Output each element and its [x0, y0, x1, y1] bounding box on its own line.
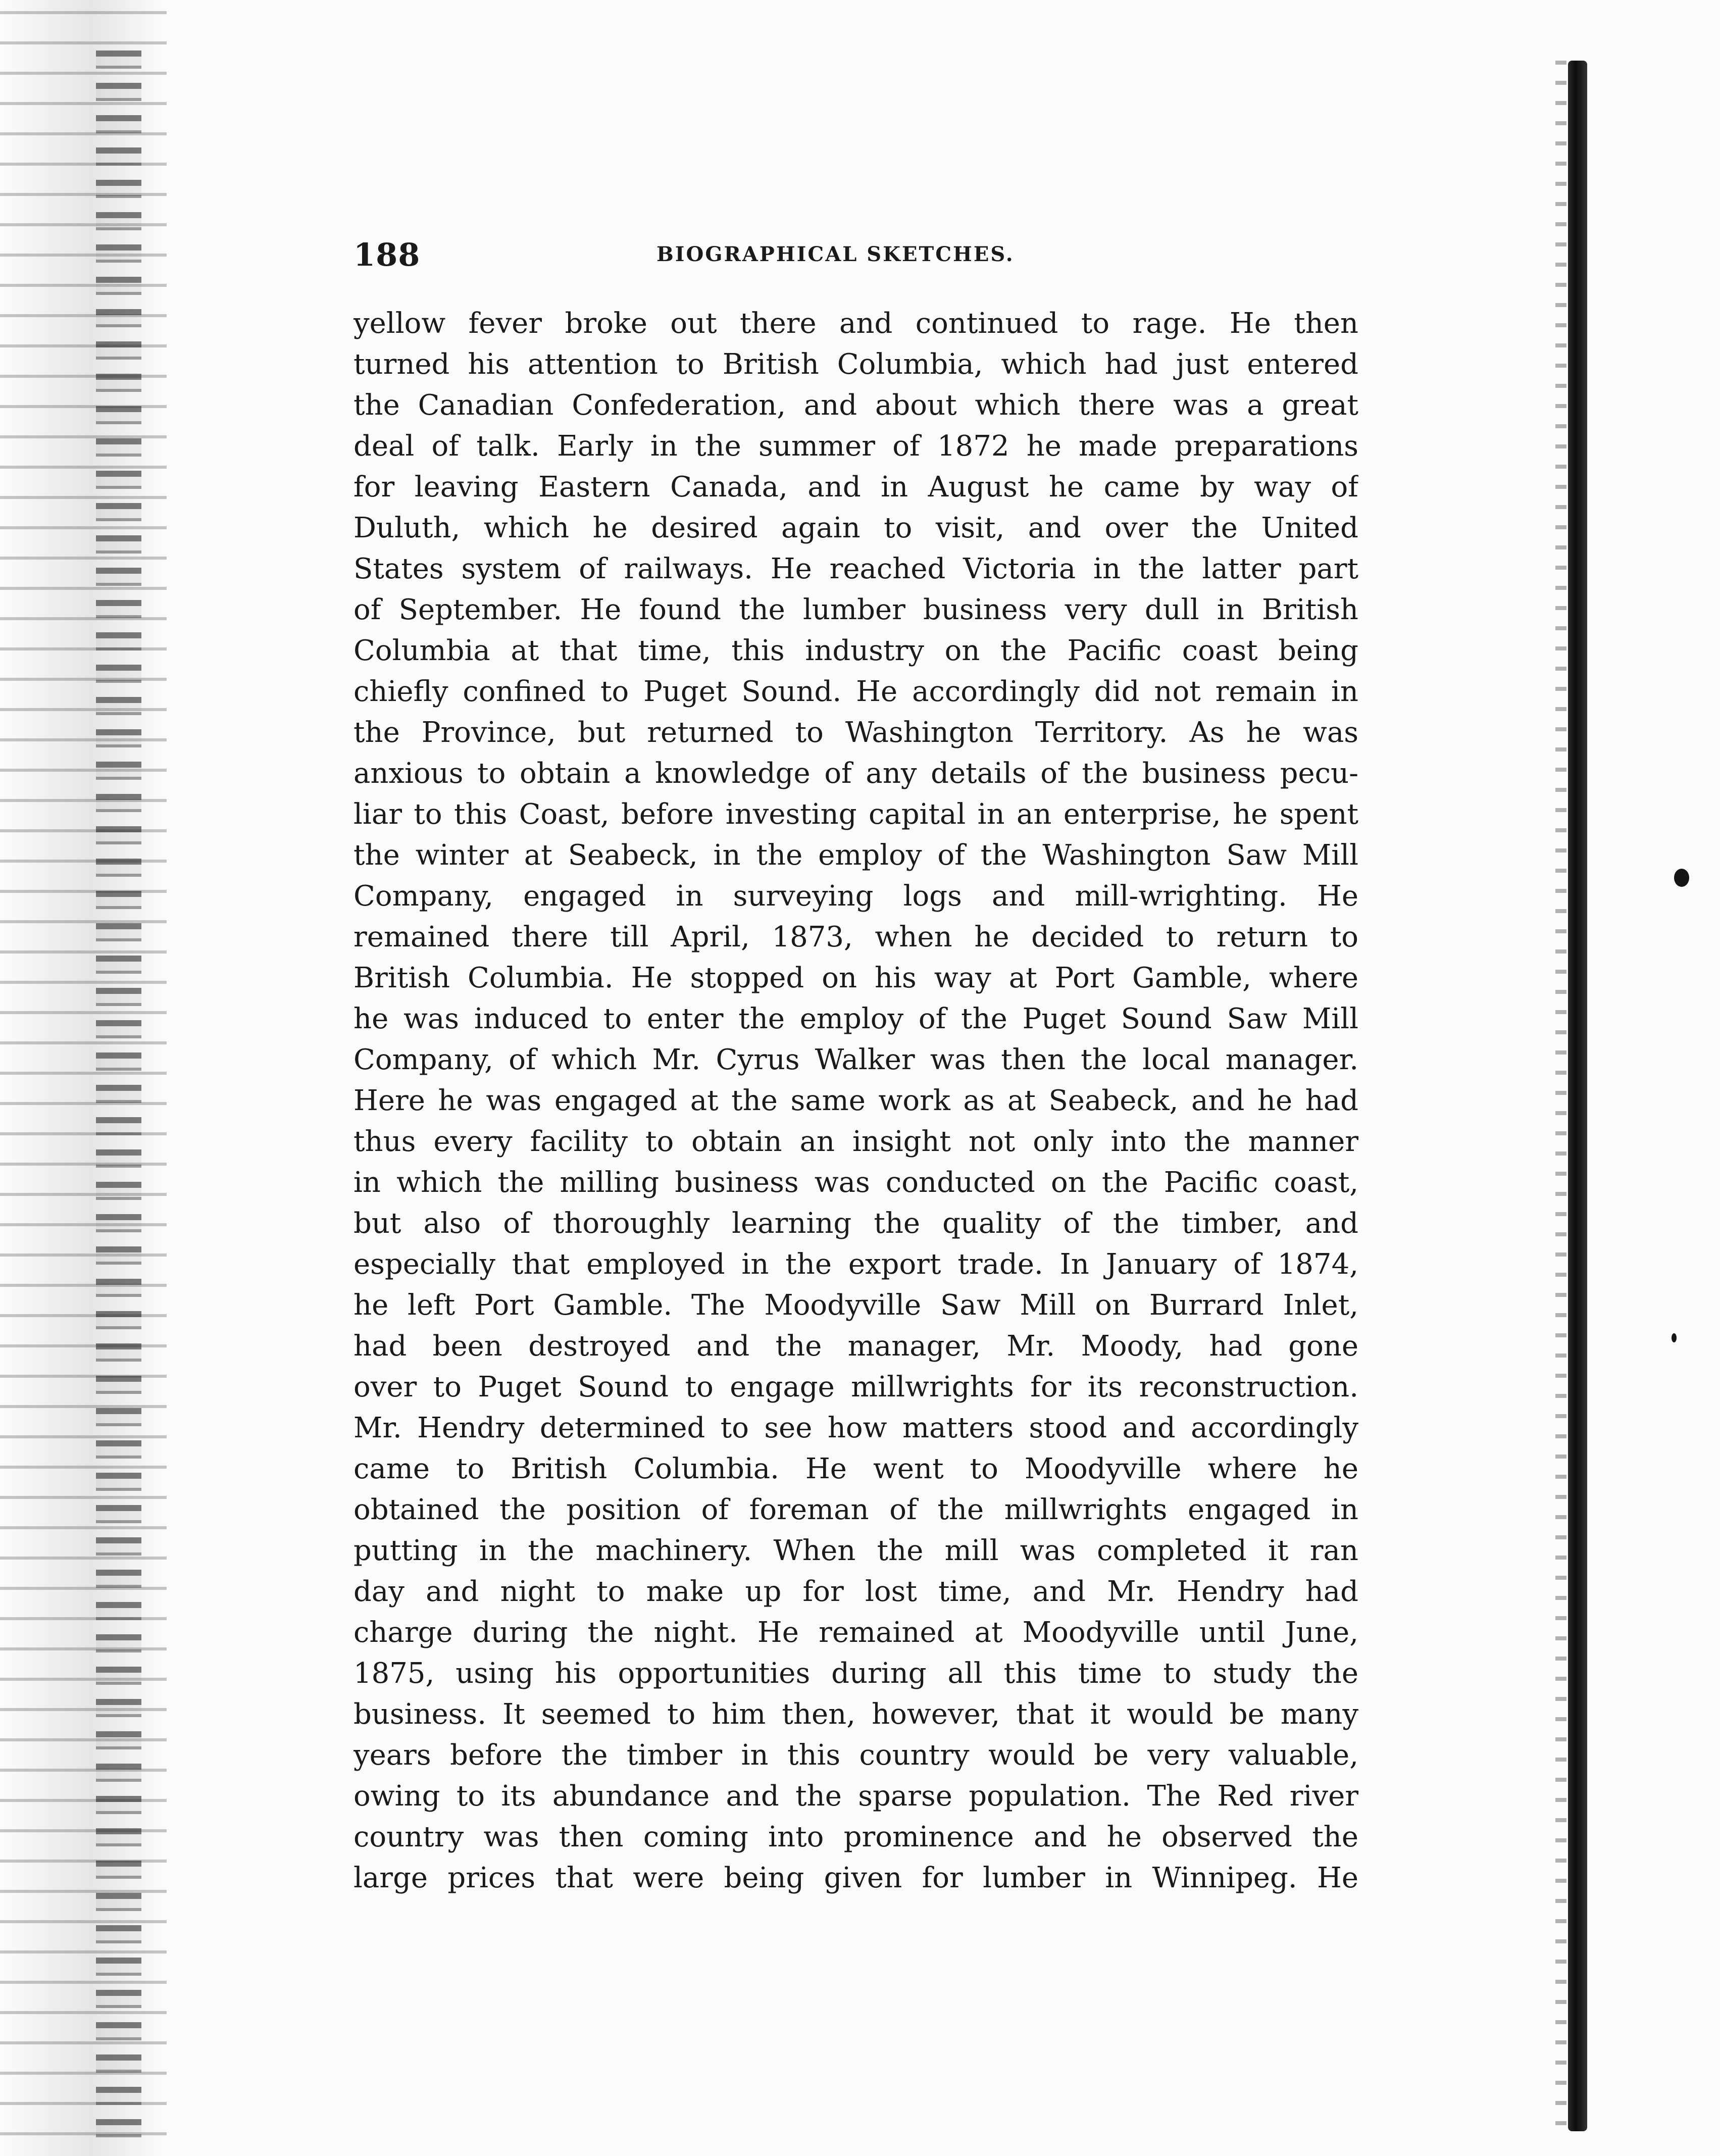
text-line: chiefly confined to Puget Sound. He accordingly did not remain in — [353, 675, 1358, 708]
text-line: in which the milling business was conducted on the Pacific coast, — [353, 1166, 1358, 1199]
ink-speck — [1672, 1333, 1677, 1342]
text-line: putting in the machinery. When the mill was completed it ran — [353, 1534, 1358, 1567]
text-line: liar to this Coast, before investing capital in an enterprise, he spent — [353, 798, 1358, 831]
scan-edge-bar — [1568, 61, 1587, 2131]
text-line: anxious to obtain a knowledge of any details of the business pecu- — [353, 757, 1358, 790]
ink-blot — [1674, 869, 1689, 887]
text-line: business. It seemed to him then, however, that it would be many — [353, 1698, 1358, 1731]
body-text — [353, 303, 1358, 1898]
text-line: day and night to make up for lost time, and Mr. Hendry had — [353, 1575, 1358, 1608]
text-line: owing to its abundance and the sparse population. The Red river — [353, 1780, 1358, 1813]
text-line: he left Port Gamble. The Moodyville Saw Mill on Burrard Inlet, — [353, 1289, 1358, 1322]
text-line: obtained the position of foreman of the millwrights engaged in — [353, 1493, 1358, 1526]
text-line: turned his attention to British Columbia, which had just entered — [353, 348, 1358, 381]
text-line: deal of talk. Early in the summer of 1872 he made preparations — [353, 430, 1358, 463]
text-line: for leaving Eastern Canada, and in August he came by way of — [353, 471, 1358, 504]
text-line: the Canadian Confederation, and about which there was a great — [353, 389, 1358, 422]
page-header — [353, 236, 1363, 282]
text-line: had been destroyed and the manager, Mr. Moody, had gone — [353, 1330, 1358, 1363]
scan-edge-shadow — [1555, 61, 1566, 2131]
text-line: States system of railways. He reached Victoria in the latter part — [353, 553, 1358, 585]
binding-edge-noise — [0, 0, 167, 2156]
text-line: remained there till April, 1873, when he decided to return to — [353, 921, 1358, 954]
running-head: BIOGRAPHICAL SKETCHES. — [656, 242, 1015, 266]
text-line: but also of thoroughly learning the quality of the timber, and — [353, 1207, 1358, 1240]
text-line: yellow fever broke out there and continued to rage. He then — [353, 307, 1358, 340]
text-line: Mr. Hendry determined to see how matters stood and accordingly — [353, 1412, 1358, 1444]
text-line: years before the timber in this country would be very valuable, — [353, 1739, 1358, 1772]
text-line: thus every facility to obtain an insight not only into the manner — [353, 1125, 1358, 1158]
text-line: Company, engaged in surveying logs and mill-wrighting. He — [353, 880, 1358, 913]
text-line: came to British Columbia. He went to Moodyville where he — [353, 1452, 1358, 1485]
text-line: the Province, but returned to Washington Territory. As he was — [353, 716, 1358, 749]
text-line: country was then coming into prominence and he observed the — [353, 1821, 1358, 1853]
text-line: large prices that were being given for lumber in Winnipeg. He — [353, 1862, 1358, 1894]
text-line: of September. He found the lumber business very dull in British — [353, 593, 1358, 626]
text-line: British Columbia. He stopped on his way at Port Gamble, where — [353, 962, 1358, 994]
text-line: 1875, using his opportunities during all this time to study the — [353, 1657, 1358, 1690]
text-line: Duluth, which he desired again to visit, and over the United — [353, 512, 1358, 544]
text-line: Here he was engaged at the same work as at Seabeck, and he had — [353, 1084, 1358, 1117]
text-line: especially that employed in the export trade. In January of 1874, — [353, 1248, 1358, 1281]
text-line: charge during the night. He remained at Moodyville until June, — [353, 1616, 1358, 1649]
text-line: he was induced to enter the employ of the Puget Sound Saw Mill — [353, 1002, 1358, 1035]
binding-edge-marks — [96, 51, 141, 2146]
text-line: over to Puget Sound to engage millwrights for its reconstruction. — [353, 1371, 1358, 1403]
text-line: the winter at Seabeck, in the employ of the Washington Saw Mill — [353, 839, 1358, 872]
page-number: 188 — [353, 236, 421, 273]
text-line: Columbia at that time, this industry on the Pacific coast being — [353, 634, 1358, 667]
text-line: Company, of which Mr. Cyrus Walker was then the local manager. — [353, 1043, 1358, 1076]
